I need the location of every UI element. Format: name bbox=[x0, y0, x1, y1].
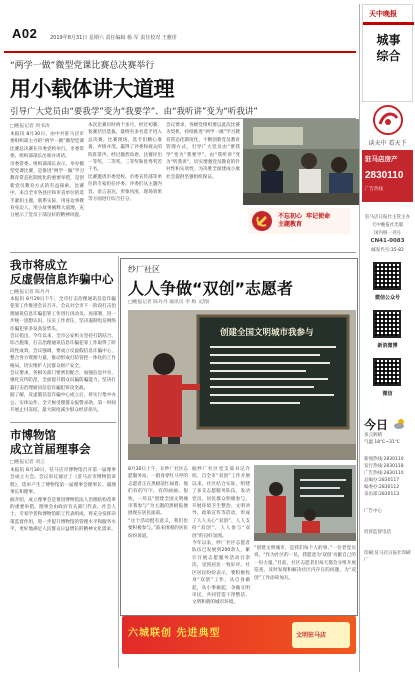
qr-code-icon[interactable] bbox=[373, 358, 401, 386]
lead-column-1 bbox=[10, 131, 84, 251]
lead-paragraph: 本报讯 8月30日，由中共驻马店市委组织部主办的“两学一做”微型党课比赛总决赛在市委党校举行。市委常委、组织部部长出席并讲话。 bbox=[10, 132, 84, 160]
qr-code-icon[interactable] bbox=[373, 262, 401, 290]
newspaper-logo[interactable]: 天中晚报 bbox=[369, 9, 397, 18]
rail-contact-line: 投诉监督电话 bbox=[364, 530, 391, 535]
feature-paragraph: “这个活动挺有意义，我们也要积极参与。”前来围观的居民纷纷说道。 bbox=[128, 518, 188, 539]
lead-kicker: “两学一做”微型党课比赛总决赛举行 bbox=[10, 61, 155, 71]
brand-stripe bbox=[363, 22, 414, 25]
story-byline: □晚报记者 刘云 bbox=[10, 460, 45, 465]
rail-contact-line: 编委办:2830112 bbox=[364, 485, 400, 490]
bottom-ad-badge-text: 文明驻马店 bbox=[296, 632, 327, 639]
feature-column-1 bbox=[128, 466, 188, 612]
feature-byline: □晚报记者 陈丹丹 通讯员 李 梅 文/图 bbox=[128, 300, 209, 305]
bottom-ad-text: 六城联创 先进典型 bbox=[128, 628, 221, 639]
lead-paragraph: 市委常委、组织部部长表示，举办微型党课比赛，是推进“两学一做”学习教育常态化制度化的重要举措，是创新党员教育方式的有益探索。比赛中，来自全市各县区和市直单位的选手紧扣主题，联系实际，用身边事教育身边人，用小故事阐释大道理，充分展示了党员干部良好的精神风貌。 bbox=[10, 161, 84, 219]
rail-info-line: CN41-0083 bbox=[370, 238, 405, 244]
story-byline: □晚报记者 陈丹丹 bbox=[10, 290, 50, 295]
lead-subheadline: 引导广大党员由“要我学”变为“我要学”、由“我听讲”变为“听我讲” bbox=[10, 107, 258, 117]
story-rule bbox=[10, 422, 116, 423]
lead-photo[interactable] bbox=[243, 119, 359, 205]
rail-ad-number: 2830110 bbox=[365, 170, 404, 181]
lead-column-2 bbox=[88, 122, 162, 251]
chalkboard-title: 创建全国文明城市我参与 bbox=[220, 328, 314, 338]
lead-byline: □晚报记者 周书涛 bbox=[10, 124, 50, 129]
rail-contact-line: 发行热线:2830118 bbox=[364, 464, 404, 469]
feature-paragraph: 据纱厂社区党支部书记介绍，自全市“双创”工作开展以来，社区结合实际，组建了多支志愿服务队伍，发动党员、居民群众积极参与，开展环境卫生整治、文明劝导、政策宣传等活动，形成了人人关心“双创”、人人支持“双创”、人人参与“双创”的良好氛围。 bbox=[192, 467, 250, 539]
rail-contact-list bbox=[364, 456, 413, 564]
feature-column-3 bbox=[254, 545, 356, 613]
feature-paragraph: 8月30日上午，在纱厂社区志愿服务站，一群身穿红马甲的志愿者正在黑板前忙碌着。他们有的写字，有的画画，很快，一块以“创建全国文明城市我参与”为主题的黑板报便展现在居民面前。 bbox=[128, 467, 188, 517]
feature-paragraph: “创建文明城市，是我们每个人的事。”一位老党员说，“作为社区的一员，我愿意为‘双创’贡献自己的一份力量。”目前，社区志愿者们每天都会分组开展巡查，及时发现和解决社区内存在的问题，为“双创”工作添砖加瓦。 bbox=[254, 546, 356, 581]
rail-contact-line: 印刷:驻马店日报社印刷厂 bbox=[364, 551, 411, 563]
lead-headline[interactable]: 用小载体讲大道理 bbox=[10, 77, 174, 101]
lead-paragraph: 本次比赛历时两个多月，经过初赛、复赛层层选拔，最终有多名选手进入总决赛。比赛现场，选手们精心准备，声情并茂，赢得了评委和观众的阵阵掌声。经过激烈角逐，比赛评出一等奖、二等奖、三等奖和优秀奖若干名。 bbox=[88, 123, 162, 173]
story-paragraph: 会议要求，各相关部门要密切配合，加强信息共享，强化宣传防范，全面提升群众识骗防骗能力，坚决打赢打击治理通讯信息诈骗犯罪攻坚战。 bbox=[10, 371, 116, 391]
feature-column-2 bbox=[192, 466, 250, 612]
story-paragraph: 据了解，反虚假信息诈骗中心成立后，将实行集中办公、实体运作，全天候受理群众报警求助，第一时间开展止付冻结，最大限度减少群众经济损失。 bbox=[10, 393, 116, 414]
rail-slogan: 读天中 看天下 bbox=[368, 140, 407, 147]
rail-contact-line: 新闻热线:2830110 bbox=[364, 457, 404, 462]
rail-divider bbox=[359, 4, 360, 672]
feature-kicker: 纱厂社区 bbox=[128, 265, 160, 274]
story-body-museum bbox=[10, 467, 116, 667]
qr-caption: 微信 bbox=[382, 391, 393, 397]
cloud-sun-icon bbox=[394, 418, 406, 430]
rail-ad-sub: 广告热线 bbox=[365, 187, 383, 192]
section-name: 城事 综合 bbox=[376, 33, 401, 63]
weather-box bbox=[362, 416, 413, 452]
rail-contact-line: 广告中心 bbox=[364, 509, 382, 514]
brand-box bbox=[362, 4, 413, 102]
story-headline-museum[interactable]: 市博物馆 成立首届理事会 bbox=[10, 428, 91, 456]
story-paragraph: 会议指出，今年以来，全市公安机关坚持打防结合、综合施策，打击治理通讯信息诈骗犯罪工作取得了阶段性成效。会议强调，要成立反虚假信息诈骗中心，整合各方资源力量，推动形成打防管控一体化的工作格局，切实维护人民群众财产安全。 bbox=[10, 334, 116, 369]
newspaper-emblem-icon bbox=[371, 104, 405, 136]
rail-info-line: 天中晚报社出版 bbox=[371, 223, 404, 228]
weather-condition: 多云转晴 bbox=[364, 433, 382, 438]
story-paragraph: 本报讯 8月29日下午，全市打击治理通讯信息诈骗犯罪工作推进会议召开。会议对全市下一阶段打击治理通讯信息诈骗犯罪工作进行再动员、再部署，进一步统一思想认识，压实工作责任，坚决遏制电信网络诈骗犯罪多发高发势头。 bbox=[10, 297, 116, 332]
qr-caption: 新浪微博 bbox=[377, 343, 398, 349]
rail-advertisement[interactable] bbox=[362, 150, 413, 202]
rail-info-line: 邮发代号:35-82 bbox=[371, 248, 404, 253]
qr-caption: 微信公众号 bbox=[374, 295, 400, 301]
feature-photo-2-image bbox=[254, 465, 356, 541]
weather-day: 今日 bbox=[364, 418, 389, 432]
rail-ad-title: 驻马店房产 bbox=[365, 155, 398, 163]
story-paragraph: 本报讯 8月30日，驻马店市博物馆召开第一届理事会成立大会。会议审议通过了《驻马店市博物馆章程》，选举产生了博物馆第一届理事会理事长、副理事长和理事。 bbox=[10, 468, 116, 496]
rail-contact-line: 采访部:2830113 bbox=[364, 492, 400, 497]
lead-paragraph: 会议要求，各级党组织要以此次比赛为契机，持续推进“两学一做”学习教育常态化制度化，不断创新党员教育管理方式，引导广大党员由“要我学”变为“我要学”、由“我听讲”变为“听我讲”，切实增强党员教育的针对性和实效性，为决胜全面建成小康社会提供坚强组织保证。 bbox=[166, 123, 240, 180]
feature-photo[interactable] bbox=[128, 310, 356, 460]
lead-column-3 bbox=[166, 122, 240, 251]
header-rule bbox=[4, 51, 356, 53]
rail-info-line: 国内统一刊号 bbox=[374, 231, 401, 236]
qr-code-icon[interactable] bbox=[373, 310, 401, 338]
lead-photo-image bbox=[243, 119, 359, 205]
right-rail bbox=[362, 4, 413, 673]
date-line: 2019年8月31日 星期六 责任编辑 杨 军 责任校对 王雅彤 bbox=[50, 35, 177, 41]
masthead bbox=[4, 6, 356, 50]
page-code: A02 bbox=[12, 26, 38, 41]
campaign-banner-text: 不忘初心 牢记使命 主题教育 bbox=[278, 213, 331, 228]
lead-paragraph: 比赛邀请市委党校、市委宣传部等单位的专家担任评委。评委们从主题内容、语言表达、形象风度、现场效果等方面进行综合打分。 bbox=[88, 174, 162, 203]
rail-contact-line: 总编办:2830117 bbox=[364, 478, 400, 483]
rail-contact-line: 广告热线:2830110 bbox=[364, 471, 404, 476]
feature-photo-2[interactable] bbox=[254, 465, 356, 541]
weather-temperature: 气温 18℃~31℃ bbox=[364, 440, 400, 445]
story-paragraph: 据介绍，成立理事会是推进博物馆法人治理结构改革的重要举措。理事会由政府有关部门代表、社会人士、专家学者和博物馆职工代表组成，将充分发挥决策监督作用，进一步提升博物馆的管理水平和服务水平，更好地满足人民群众日益增长的精神文化需求。 bbox=[10, 497, 116, 533]
feature-paragraph: 今年以来，纱厂社区志愿者队伍已发展到200余人，累计开展志愿服务活动百余次，受到居民一致好评。社区居民纷纷表示，要积极投身“双创”工作，从自身做起，从小事做起，争做文明市民，共同营造干净整洁、文明和谐的城市环境。 bbox=[192, 541, 250, 606]
story-headline-fraud-center[interactable]: 我市将成立 反虚假信息诈骗中心 bbox=[10, 258, 114, 286]
rail-info-line: 驻马店日报社主管主办 bbox=[365, 215, 410, 220]
section-rule bbox=[10, 252, 356, 253]
story-body-fraud-center bbox=[10, 296, 116, 420]
column-divider bbox=[118, 256, 119, 668]
feature-headline[interactable]: 人人争做“双创”志愿者 bbox=[128, 279, 294, 298]
